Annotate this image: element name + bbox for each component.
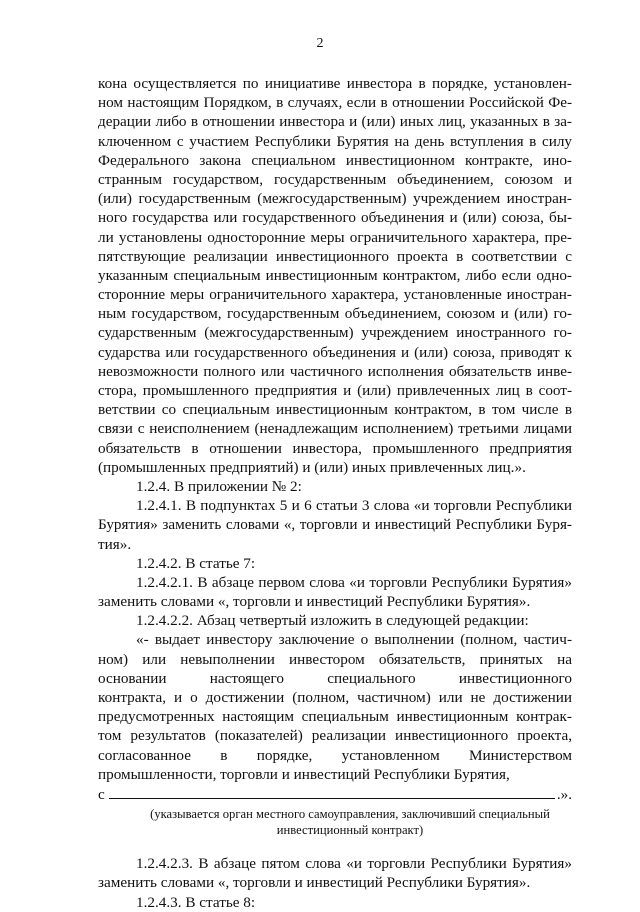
text-line: ном настоящим Порядком, в случаях, если в отношении Российской Фе- — [98, 94, 572, 112]
text-line: основании настоящего специального инвестиционного — [98, 669, 572, 687]
text-line: ключенном с участием Республики Бурятия на день вступления в силу — [98, 132, 572, 150]
item-1-2-4-2-3 — [98, 854, 572, 892]
text-line: дерации либо в отношении инвестора и (или) иных лиц, указанных в за- — [98, 113, 572, 131]
text-line: Федерального закона специальном инвестиционном контракте, ино- — [98, 151, 572, 169]
text-line: заменить словами «, торговли и инвестиций Республики Бурятия». — [98, 593, 531, 611]
text-line: ветствии со специальным инвестиционным контрактом, в том числе в — [98, 401, 572, 419]
item-1-2-4-3: 1.2.4.3. В статье 8: — [136, 893, 256, 911]
text-line: тия». — [98, 535, 132, 553]
text-line: заменить словами «, торговли и инвестиций Республики Бурятия». — [98, 874, 531, 892]
paragraph-continuation — [98, 74, 572, 477]
item-1-2-4: 1.2.4. В приложении № 2: — [136, 477, 302, 495]
spacer — [98, 838, 572, 854]
text-line: ным государством, государственным объединением, союзом и (или) го- — [98, 305, 572, 323]
item-1-2-4-2: 1.2.4.2. В статье 7: — [136, 554, 256, 572]
item-1-2-4-2-1 — [98, 573, 572, 611]
item-1-2-4-2-2: 1.2.4.2.2. Абзац четвертый изложить в следующей редакции: — [136, 612, 529, 630]
text-line: сударственным (межгосударственным) учреждением иностранного го- — [98, 324, 572, 342]
text-line: стора, промышленного предприятия и (или) привлеченных лиц в соот- — [98, 382, 572, 399]
text-line: сторонние меры ограничительного характера, установленные иностран- — [98, 286, 572, 304]
text-line: ного государства или государственного объединения и (или) союза, бы- — [98, 209, 572, 227]
document-body — [98, 74, 572, 912]
field-prefix: с — [98, 785, 105, 803]
fill-in-field — [98, 784, 572, 803]
text-line: ли установлены односторонние меры ограничительного характера, пре- — [98, 228, 572, 246]
text-line: странным государством, государственным объединением, союзом и — [98, 170, 572, 188]
caption-line: инвестиционный контракт) — [276, 823, 424, 838]
text-line: обязательств в отношении инвестора, промышленного предприятия — [98, 439, 572, 457]
caption-line: (указывается орган местного самоуправления, заключивший специальный — [150, 807, 550, 822]
text-line: согласованное в порядке, установленном Министерством — [98, 746, 572, 764]
fill-in-underline — [109, 784, 555, 799]
text-line: сударства или государственного объединения и (или) союза, приводят к — [98, 343, 572, 361]
page-number: 2 — [316, 36, 324, 51]
text-line: кона осуществляется по инициативе инвестора в порядке, установлен- — [98, 75, 572, 92]
text-line: Бурятия» заменить словами «, торговли и инвестиций Республики Буря- — [98, 516, 572, 534]
text-line: ном) или невыполнении инвестором обязательств, принятых на — [98, 650, 572, 668]
text-line: (или) государственным (межгосударственным) учреждением иностран- — [98, 190, 572, 208]
text-line: контракта, и о достижении (полном, частичном) или не достижении — [98, 689, 572, 706]
text-line: том результатов (показателей) реализации инвестиционного проекта, — [98, 727, 572, 745]
text-line: 1.2.4.2.1. В абзаце первом слова «и торговли Республики Бурятия» — [136, 573, 572, 591]
field-suffix: .». — [556, 785, 572, 803]
text-line: невозможности полного или частичного исполнения обязательств инве- — [98, 362, 572, 380]
text-line: «- выдает инвестору заключение о выполнении (полном, частич- — [136, 631, 572, 649]
item-1-2-4-1 — [98, 496, 572, 554]
text-line: указанным специальным инвестиционным контрактом, либо если одно- — [98, 266, 572, 284]
quoted-paragraph — [98, 630, 572, 784]
field-caption — [98, 806, 572, 838]
text-line: (промышленных предприятий) и (или) иных привлеченных лиц.». — [98, 458, 526, 476]
text-line: 1.2.4.2.3. В абзаце пятом слова «и торговли Республики Бурятия» — [136, 855, 572, 873]
text-line: связи с неисполнением (ненадлежащим исполнением) третьими лицами — [98, 420, 572, 438]
text-line: промышленности, торговли и инвестиций Республики Бурятия, — [98, 765, 510, 783]
text-line: 1.2.4.1. В подпунктах 5 и 6 статьи 3 слова «и торговли Республики — [136, 497, 572, 515]
text-line: предусмотренных настоящим специальным инвестиционным контрак- — [98, 708, 572, 726]
text-line: пятствующие реализации инвестиционного проекта в соответствии с — [98, 247, 572, 265]
